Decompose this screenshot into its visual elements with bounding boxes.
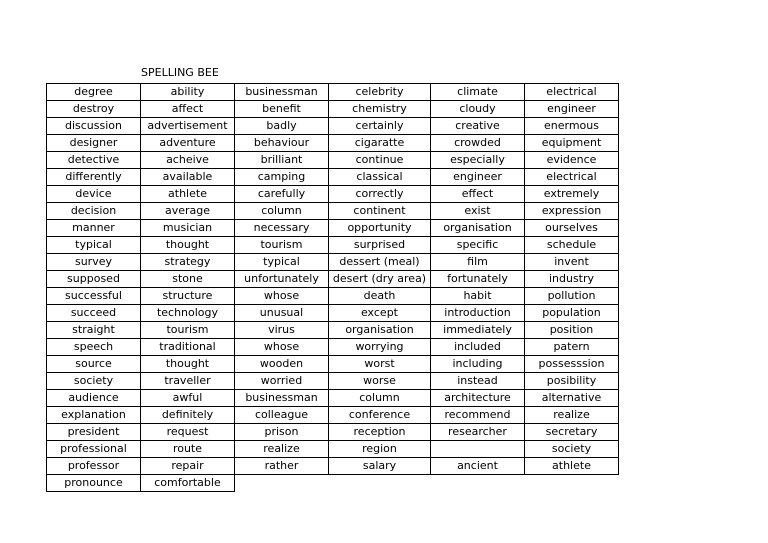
word-cell: specific (431, 237, 525, 254)
word-cell: organisation (329, 322, 431, 339)
word-cell: designer (47, 135, 141, 152)
word-cell: worrying (329, 339, 431, 356)
word-cell: prison (235, 424, 329, 441)
word-cell: realize (525, 407, 619, 424)
word-cell: enermous (525, 118, 619, 135)
word-cell: possesssion (525, 356, 619, 373)
word-cell: detective (47, 152, 141, 169)
table-row (47, 186, 619, 203)
word-cell: wooden (235, 356, 329, 373)
word-cell: successful (47, 288, 141, 305)
word-cell: definitely (141, 407, 235, 424)
word-cell: including (431, 356, 525, 373)
word-cell: industry (525, 271, 619, 288)
word-cell: invent (525, 254, 619, 271)
table-row (47, 101, 619, 118)
word-cell: whose (235, 339, 329, 356)
word-cell: repair (141, 458, 235, 475)
word-cell: device (47, 186, 141, 203)
table-row (47, 203, 619, 220)
table-row (47, 254, 619, 271)
word-cell: death (329, 288, 431, 305)
word-cell: celebrity (329, 84, 431, 101)
word-cell: speech (47, 339, 141, 356)
table-row (47, 135, 619, 152)
word-cell: population (525, 305, 619, 322)
word-cell: classical (329, 169, 431, 186)
word-cell: succeed (47, 305, 141, 322)
table-row (47, 152, 619, 169)
word-cell: especially (431, 152, 525, 169)
word-cell: dessert (meal) (329, 254, 431, 271)
word-cell: thought (141, 356, 235, 373)
word-cell: manner (47, 220, 141, 237)
word-cell: source (47, 356, 141, 373)
word-cell: extremely (525, 186, 619, 203)
word-cell: opportunity (329, 220, 431, 237)
word-cell: society (47, 373, 141, 390)
word-cell: request (141, 424, 235, 441)
word-cell: chemistry (329, 101, 431, 118)
table-row (47, 390, 619, 407)
word-cell: column (235, 203, 329, 220)
table-row (47, 424, 619, 441)
word-cell: behaviour (235, 135, 329, 152)
word-cell: camping (235, 169, 329, 186)
word-cell: surprised (329, 237, 431, 254)
word-cell: professional (47, 441, 141, 458)
word-cell: whose (235, 288, 329, 305)
word-cell: creative (431, 118, 525, 135)
word-cell: architecture (431, 390, 525, 407)
table-row (47, 407, 619, 424)
word-cell: position (525, 322, 619, 339)
word-cell: athlete (525, 458, 619, 475)
table-row (47, 169, 619, 186)
word-cell: alternative (525, 390, 619, 407)
word-cell: unusual (235, 305, 329, 322)
word-cell: president (47, 424, 141, 441)
word-cell: professor (47, 458, 141, 475)
word-cell: businessman (235, 84, 329, 101)
word-cell: virus (235, 322, 329, 339)
word-cell: audience (47, 390, 141, 407)
table-row (47, 84, 619, 101)
word-cell: schedule (525, 237, 619, 254)
word-cell: effect (431, 186, 525, 203)
word-cell: film (431, 254, 525, 271)
word-cell: businessman (235, 390, 329, 407)
word-cell: engineer (525, 101, 619, 118)
table-row (47, 220, 619, 237)
word-cell (525, 475, 619, 492)
word-cell: traditional (141, 339, 235, 356)
word-cell: pollution (525, 288, 619, 305)
word-cell: included (431, 339, 525, 356)
word-cell: awful (141, 390, 235, 407)
word-cell: instead (431, 373, 525, 390)
word-cell: affect (141, 101, 235, 118)
table-row (47, 441, 619, 458)
word-cell: ancient (431, 458, 525, 475)
word-cell: patern (525, 339, 619, 356)
word-cell: reception (329, 424, 431, 441)
word-cell (431, 441, 525, 458)
word-cell: continue (329, 152, 431, 169)
word-cell: organisation (431, 220, 525, 237)
word-cell: introduction (431, 305, 525, 322)
word-cell: equipment (525, 135, 619, 152)
word-cell: fortunately (431, 271, 525, 288)
word-cell: traveller (141, 373, 235, 390)
word-cell: column (329, 390, 431, 407)
word-cell: benefit (235, 101, 329, 118)
sheet-title: SPELLING BEE (141, 66, 219, 79)
word-cell: worst (329, 356, 431, 373)
word-cell: electrical (525, 169, 619, 186)
table-row (47, 373, 619, 390)
table-row (47, 356, 619, 373)
word-cell: continent (329, 203, 431, 220)
table-row (47, 271, 619, 288)
word-cell: acheive (141, 152, 235, 169)
word-cell: typical (235, 254, 329, 271)
word-cell: average (141, 203, 235, 220)
word-cell: secretary (525, 424, 619, 441)
word-cell: expression (525, 203, 619, 220)
word-cell: typical (47, 237, 141, 254)
word-cell: tourism (235, 237, 329, 254)
word-cell: explanation (47, 407, 141, 424)
word-cell: tourism (141, 322, 235, 339)
word-cell: route (141, 441, 235, 458)
table-row (47, 237, 619, 254)
table-row (47, 118, 619, 135)
word-cell: engineer (431, 169, 525, 186)
word-cell: supposed (47, 271, 141, 288)
word-cell: strategy (141, 254, 235, 271)
word-cell: carefully (235, 186, 329, 203)
table-row (47, 458, 619, 475)
word-cell: immediately (431, 322, 525, 339)
word-cell: advertisement (141, 118, 235, 135)
word-cell: correctly (329, 186, 431, 203)
word-cell: thought (141, 237, 235, 254)
word-cell: straight (47, 322, 141, 339)
word-cell: evidence (525, 152, 619, 169)
table-row (47, 475, 619, 492)
word-cell: differently (47, 169, 141, 186)
word-cell (235, 475, 329, 492)
word-cell: region (329, 441, 431, 458)
word-cell: degree (47, 84, 141, 101)
table-row (47, 339, 619, 356)
word-cell: crowded (431, 135, 525, 152)
word-cell: brilliant (235, 152, 329, 169)
word-cell: ourselves (525, 220, 619, 237)
word-cell: structure (141, 288, 235, 305)
word-cell: worse (329, 373, 431, 390)
word-cell: salary (329, 458, 431, 475)
word-cell: colleague (235, 407, 329, 424)
word-cell: decision (47, 203, 141, 220)
word-cell: musician (141, 220, 235, 237)
word-cell: unfortunately (235, 271, 329, 288)
word-cell: survey (47, 254, 141, 271)
word-cell: stone (141, 271, 235, 288)
word-cell: necessary (235, 220, 329, 237)
word-cell: desert (dry area) (329, 271, 431, 288)
word-cell: realize (235, 441, 329, 458)
word-cell: badly (235, 118, 329, 135)
word-cell: ability (141, 84, 235, 101)
spelling-word-table (46, 83, 619, 492)
word-cell: certainly (329, 118, 431, 135)
word-cell: habit (431, 288, 525, 305)
word-cell: pronounce (47, 475, 141, 492)
word-cell: available (141, 169, 235, 186)
word-cell: technology (141, 305, 235, 322)
word-cell: athlete (141, 186, 235, 203)
word-cell: electrical (525, 84, 619, 101)
word-cell: worried (235, 373, 329, 390)
word-cell: researcher (431, 424, 525, 441)
word-cell: discussion (47, 118, 141, 135)
word-cell: rather (235, 458, 329, 475)
table-row (47, 322, 619, 339)
word-cell: posibility (525, 373, 619, 390)
word-cell: comfortable (141, 475, 235, 492)
word-cell: except (329, 305, 431, 322)
table-row (47, 288, 619, 305)
word-cell: destroy (47, 101, 141, 118)
word-cell (431, 475, 525, 492)
word-cell: cigaratte (329, 135, 431, 152)
table-row (47, 305, 619, 322)
word-cell: conference (329, 407, 431, 424)
word-cell (329, 475, 431, 492)
word-cell: adventure (141, 135, 235, 152)
word-cell: cloudy (431, 101, 525, 118)
word-cell: recommend (431, 407, 525, 424)
word-cell: climate (431, 84, 525, 101)
word-cell: exist (431, 203, 525, 220)
word-cell: society (525, 441, 619, 458)
